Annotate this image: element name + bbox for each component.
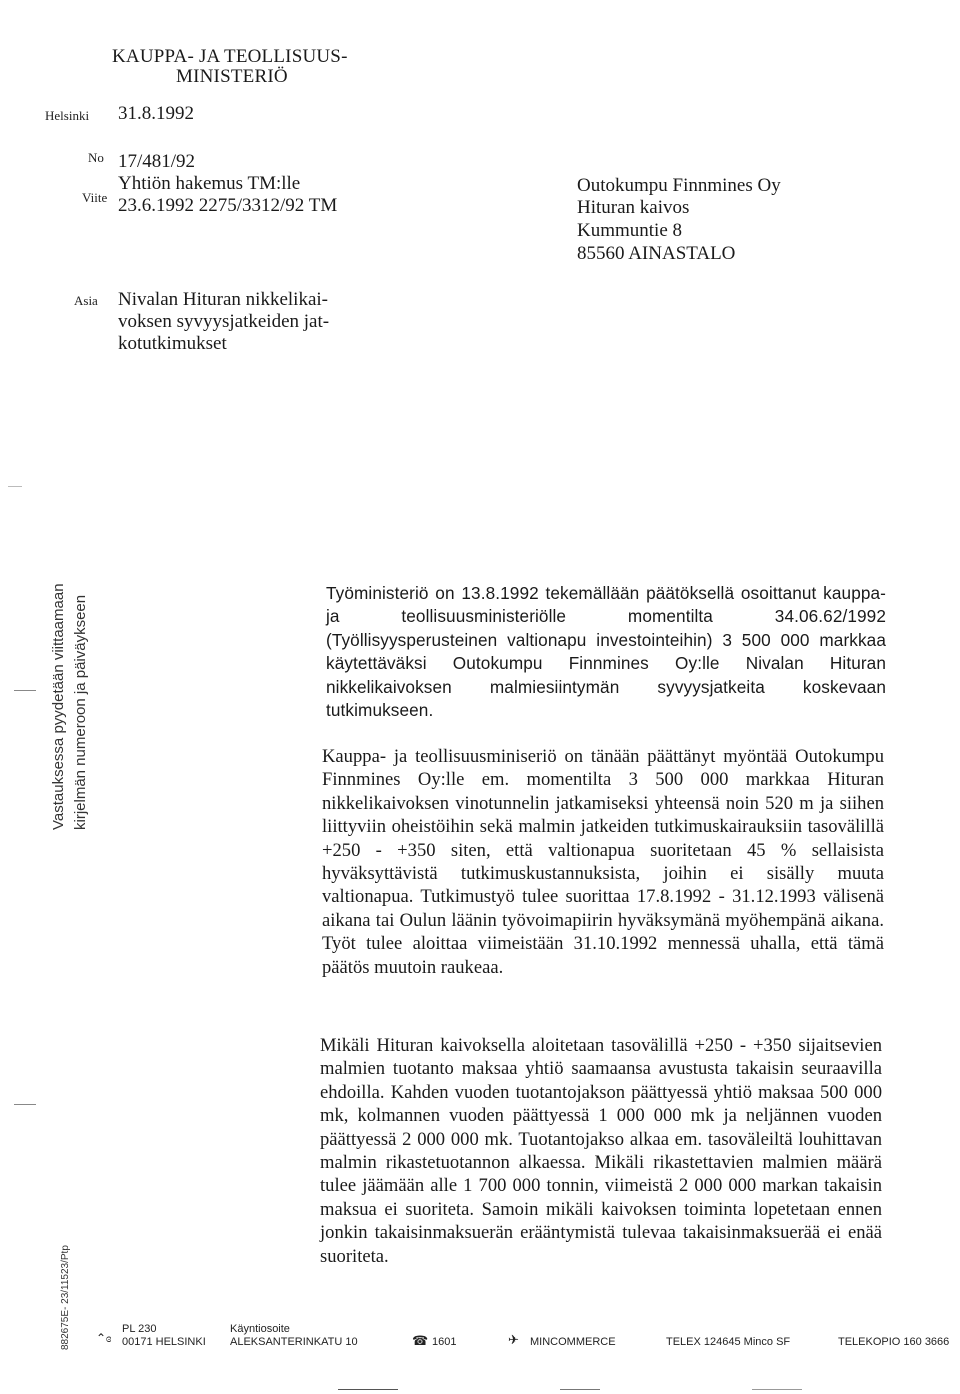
- punch-mark: [8, 486, 22, 487]
- reference-line2: 23.6.1992 2275/3312/92 TM: [118, 195, 338, 216]
- margin-note-line2: kirjelmän numeroon ja päiväykseen: [72, 594, 89, 830]
- scan-mark-3: [752, 1389, 802, 1390]
- letter-number: 17/481/92: [118, 151, 196, 172]
- telephone-icon: ☎: [412, 1333, 429, 1348]
- footer-po-box-address: 00171 HELSINKI: [122, 1336, 206, 1348]
- body-paragraph-2: Kauppa- ja teollisuusminiseriö on tänään päättänyt myöntää Outokumpu Finnmines Oy:lle em. momentilta 3 500 000 markkaa Hituran nikkelikaivoksen vinotunnelin jatkamiseksi yhteensä noin 520 m ja siihen liittyviin oheistöihin sekä malmin jatkeiden tutkimuskairauksiin tasovälillä +250 - +350 siten, että valtionapua suoritetaan 45 % sellaisista hyväksyttävistä tutkimuskustannuksista, joihin ei sisälly muuta valtionapua. Tutkimustyö tulee suorittaa 17.8.1992 - 31.12.1993 välisenä aikana tai Oulun läänin työvoimapiirin hyväksymänä myöhempänä aikana. Työt tulee aloittaa viimeistään 31.10.1992 mennessä uhalla, että tämä päätös muutoin raukeaa.: [322, 746, 884, 978]
- recipient-street: Kummuntie 8: [577, 220, 683, 241]
- footer-phone: 1601: [432, 1336, 457, 1348]
- subject-line2: voksen syvyysjatkeiden jat-: [118, 311, 330, 332]
- footer-po-box-label: PL 230: [122, 1323, 157, 1335]
- letter-date: 31.8.1992: [118, 103, 194, 124]
- ministry-name-line1: KAUPPA- JA TEOLLISUUS-: [112, 46, 348, 67]
- body-paragraph-3: Mikäli Hituran kaivoksella aloitetaan tasovälillä +250 - +350 sijaitsevien malmien tuotanto maksaa yhtiö saamaansa avustusta takaisin seuraavilla ehdoilla. Kahden vuoden tuotantojakson päättyessä yhtiö maksaa 500 000 mk, kolmannen vuoden päättyessä 1 000 000 mk ja neljännen vuoden päättyessä 2 000 000 mk. Tuotantojakso alkaa em. tasoväleiltä louhittavan malmin rikastetuotannon alkaessa. Mikäli rikastettavien malmien määrä tulee jäämään alle 1 700 000 tonnin, viimeistä 2 000 000 markan takaisin maksua ei suoriteta. Samoin mikäli kaivoksen toiminta lopetetaan ennen jonkin takaisinmaksuerän erääntymistä tulevaa takaisinmaksuerää ei enää suoriteta.: [320, 1035, 882, 1267]
- footer-telefax: TELEKOPIO 160 3666: [838, 1336, 950, 1348]
- subject-line3: kotutkimukset: [118, 333, 227, 354]
- recipient-postal: 85560 AINASTALO: [577, 243, 736, 264]
- place-label: Helsinki: [45, 108, 90, 123]
- number-label: No: [88, 150, 104, 165]
- reference-label: Viite: [82, 190, 108, 205]
- recipient-mine: Hituran kaivos: [577, 197, 690, 218]
- form-code: 882675E- 23/11523/Ptp: [60, 1245, 71, 1350]
- footer-visit-address: ALEKSANTERINKATU 10: [230, 1336, 358, 1348]
- ministry-logo-icon: ⌃ɞ: [96, 1331, 112, 1345]
- footer-visit-label: Käyntiosoite: [230, 1323, 290, 1335]
- scan-mark-2: [560, 1389, 600, 1390]
- margin-note-line1: Vastauksessa pyydetään viittaamaan: [50, 583, 67, 830]
- footer-telegram: MINCOMMERCE: [530, 1336, 616, 1348]
- recipient-company: Outokumpu Finnmines Oy: [577, 175, 781, 196]
- telegram-icon: ✈: [508, 1332, 519, 1347]
- subject-label: Asia: [74, 293, 98, 308]
- footer-telex: TELEX 124645 Minco SF: [666, 1336, 791, 1348]
- fold-mark-lower: [14, 1104, 36, 1105]
- ministry-name-line2: MINISTERIÖ: [176, 66, 288, 87]
- fold-mark-upper: [14, 690, 36, 691]
- reference-line1: Yhtiön hakemus TM:lle: [118, 173, 301, 194]
- body-paragraph-1: Työministeriö on 13.8.1992 tekemällään päätöksellä osoittanut kauppa- ja teollisuusministeriölle momentilta 34.06.62/1992 (Työllisyysperusteinen valtionapu investointeihin) 3 500 000 markkaa käytettäväksi Outokumpu Finnmines Oy:lle Nivalan Hituran nikkelikaivoksen malmiesiintymän syvyysjatkeita koskevaan tutkimukseen.: [326, 583, 886, 721]
- scan-mark-1: [338, 1389, 398, 1390]
- subject-line1: Nivalan Hituran nikkelikai-: [118, 289, 328, 310]
- letterhead-footer: [96, 1323, 956, 1353]
